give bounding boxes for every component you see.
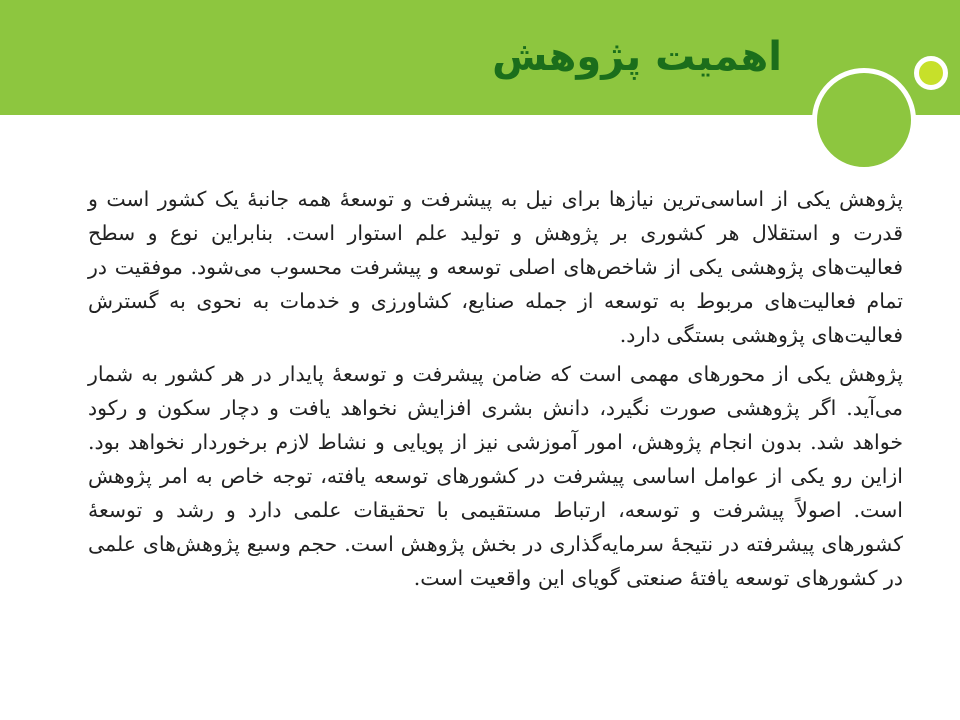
body-paragraph-2: پژوهش یکی از محورهای مهمی است که ضامن پیشرفت و توسعهٔ پایدار در هر کشور به شمار می‌آید. اگر پژوهشی صورت نگیرد، دانش بشری افزایش نخواهد یافت و دچار سکون و رکود خواهد شد. بدون انجام پژوهش، امور آموزشی نیز از پویایی و نشاط لازم برخوردار نخواهد بود. ازاین رو یکی از عوامل اساسی پیشرفت در کشورهای توسعه یافته، توجه خاص به امر پژوهش است. اصولاً پیشرفت و توسعه، ارتباط مستقیمی با تحقیقات علمی دارد و رشد و توسعهٔ کشورهای پیشرفته در نتیجهٔ سرمایه‌گذاری در بخش پژوهش است. حجم وسیع پژوهش‌های علمی در کشورهای توسعه یافتهٔ صنعتی گویای این واقعیت است. [88, 362, 903, 590]
decorative-small-circle [914, 56, 948, 90]
slide-title: اهمیت پژوهش [492, 34, 782, 80]
body-paragraph-1: پژوهش یکی از اساسی‌ترین نیازها برای نیل به پیشرفت و توسعهٔ همه جانبهٔ یک کشور است و قدرت و استقلال هر کشوری بر پژوهش و تولید علم استوار است. بنابراین نوع و سطح فعالیت‌های پژوهشی یکی از شاخص‌های اصلی توسعه و پیشرفت محسوب می‌شود. موفقیت در تمام فعالیت‌های مربوط به توسعه از جمله صنایع، کشاورزی و خدمات به نحوی به گسترش فعالیت‌های پژوهشی بستگی دارد. [88, 187, 903, 347]
decorative-large-circle [812, 68, 916, 172]
slide-body [88, 182, 903, 600]
